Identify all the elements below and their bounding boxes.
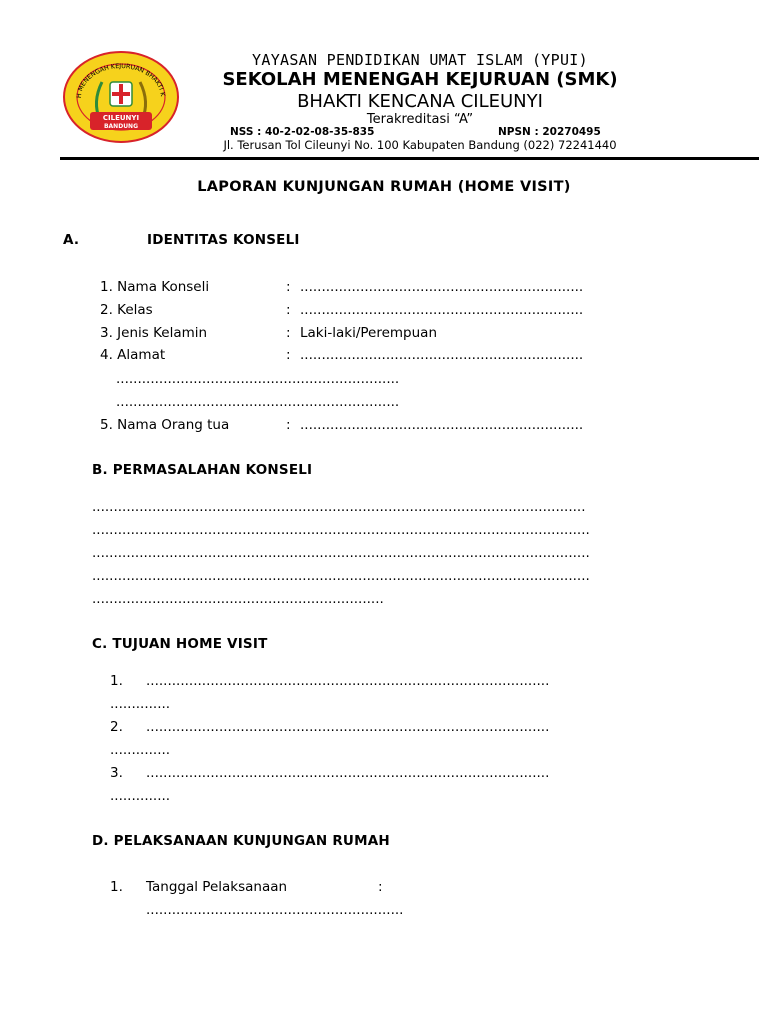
purpose-number: 3.	[110, 765, 123, 781]
page-title: LAPORAN KUNJUNGAN RUMAH (HOME VISIT)	[197, 179, 571, 195]
section-a-letter: A.	[63, 232, 80, 248]
row-colon: :	[286, 347, 291, 363]
purpose-number: 1.	[110, 673, 123, 689]
row-colon: :	[286, 279, 291, 295]
purpose-line-cont[interactable]: ..............	[110, 742, 171, 758]
problem-line[interactable]: ...................................................................................................................	[92, 499, 586, 515]
row-colon: :	[286, 302, 291, 318]
purpose-line-cont[interactable]: ..............	[110, 696, 171, 712]
row-field-alamat[interactable]: ..................................................................	[300, 347, 584, 363]
problem-line[interactable]: ....................................................................	[92, 591, 384, 607]
row-label-nama-orang-tua: 5. Nama Orang tua	[100, 417, 230, 433]
row-label-alamat: 4. Alamat	[100, 347, 166, 363]
address-line[interactable]: ..................................................................	[116, 371, 400, 387]
row-field-nama-orang-tua[interactable]: ..................................................................	[300, 417, 584, 433]
purpose-line-cont[interactable]: ..............	[110, 788, 171, 804]
purpose-line[interactable]: ..............................................................................................	[146, 673, 550, 689]
purpose-line[interactable]: ..............................................................................................	[146, 719, 550, 735]
logo-ribbon-top: CILEUNYI	[102, 114, 140, 122]
problem-line[interactable]: ....................................................................................................................	[92, 568, 590, 584]
row-field-nama-konseli[interactable]: ..................................................................	[300, 279, 584, 295]
row-field-kelas[interactable]: ..................................................................	[300, 302, 584, 318]
execution-number: 1.	[110, 879, 123, 895]
section-a-heading: IDENTITAS KONSELI	[147, 232, 300, 248]
school-emblem-icon	[62, 50, 180, 144]
npsn-number: NPSN : 20270495	[498, 126, 601, 138]
row-label-nama-konseli: 1. Nama Konseli	[100, 279, 210, 295]
row-colon: :	[378, 879, 383, 895]
logo-ribbon-bottom: BANDUNG	[103, 123, 139, 130]
foundation-name: YAYASAN PENDIDIKAN UMAT ISLAM (YPUI)	[252, 51, 588, 69]
execution-field-tanggal[interactable]: ............................................................	[146, 902, 404, 918]
row-label-kelas: 2. Kelas	[100, 302, 153, 318]
nss-number: NSS : 40-2-02-08-35-835	[230, 126, 375, 138]
execution-label-tanggal: Tanggal Pelaksanaan	[146, 879, 288, 895]
logo-ring-text: H MENENGAH KEJURUAN BHAKTI K	[75, 62, 166, 99]
header-divider	[60, 157, 759, 160]
accreditation: Terakreditasi “A”	[366, 112, 474, 127]
address-line[interactable]: ..................................................................	[116, 394, 400, 410]
school-logo	[62, 50, 180, 144]
row-colon: :	[286, 325, 291, 341]
section-d-heading: D. PELAKSANAAN KUNJUNGAN RUMAH	[92, 833, 390, 849]
school-address: Jl. Terusan Tol Cileunyi No. 100 Kabupaten Bandung (022) 72241440	[223, 138, 617, 152]
purpose-line[interactable]: ..............................................................................................	[146, 765, 550, 781]
problem-line[interactable]: ....................................................................................................................	[92, 545, 590, 561]
purpose-number: 2.	[110, 719, 123, 735]
school-name: BHAKTI KENCANA CILEUNYI	[297, 91, 543, 112]
row-label-jenis-kelamin: 3. Jenis Kelamin	[100, 325, 208, 341]
row-colon: :	[286, 417, 291, 433]
school-type: SEKOLAH MENENGAH KEJURUAN (SMK)	[222, 69, 618, 90]
section-c-heading: C. TUJUAN HOME VISIT	[92, 636, 268, 652]
row-field-jenis-kelamin[interactable]: Laki-laki/Perempuan	[300, 325, 438, 341]
problem-line[interactable]: ....................................................................................................................	[92, 522, 590, 538]
section-b-heading: B. PERMASALAHAN KONSELI	[92, 462, 313, 478]
